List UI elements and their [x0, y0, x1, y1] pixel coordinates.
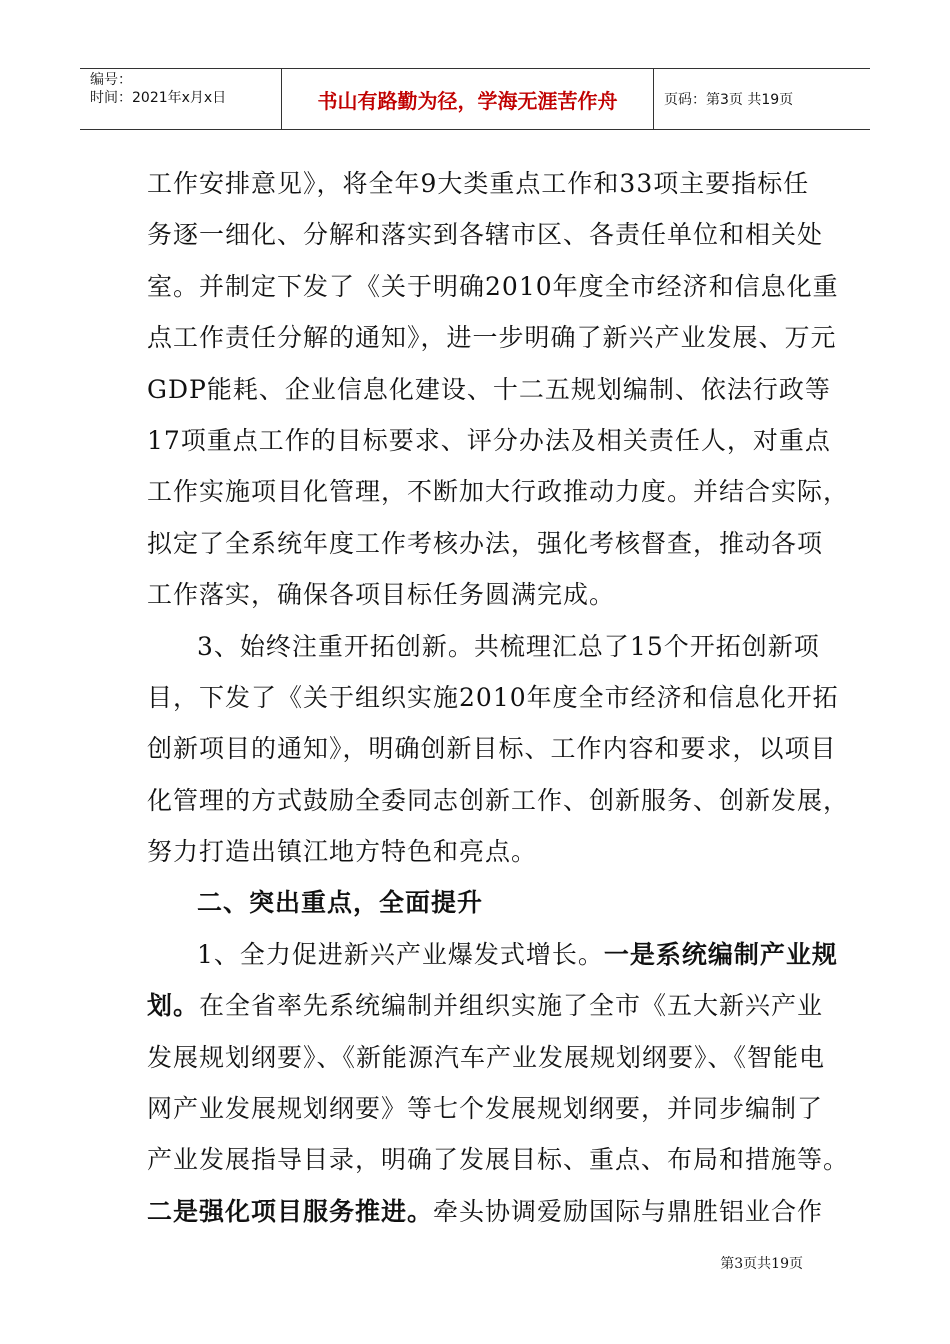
header-meta	[80, 69, 282, 129]
header-page-info: 页码：第3页 共19页	[664, 92, 794, 108]
document-date-label: 时间：2021年x月x日	[90, 90, 227, 106]
body-line: 室。并制定下发了《关于明确2010年度全市经济和信息化重	[147, 271, 839, 301]
body-line	[147, 1186, 824, 1237]
body-text-run: 牵头协调爱励国际与鼎胜铝业合作	[433, 1196, 824, 1226]
body-bold-run: 二是强化项目服务推进。	[147, 1196, 434, 1226]
body-line: 工作安排意见》，将全年9大类重点工作和33项主要指标任	[147, 169, 810, 198]
body-bold-run: 划。	[147, 991, 200, 1021]
body-line: GDP能耗、企业信息化建设、十二五规划编制、依法行政等	[147, 374, 831, 404]
page-header	[80, 68, 870, 130]
body-line	[147, 929, 838, 980]
body-line: 工作实施项目化管理，不断加大行政推动力度。并结合实际，	[147, 477, 850, 507]
body-line: 发展规划纲要》、《新能源汽车产业发展规划纲要》、《智能电	[147, 1042, 826, 1072]
body-line: 化管理的方式鼓励全委同志创新工作、创新服务、创新发展，	[147, 785, 850, 815]
body-line: 3、始终注重开拓创新。共梳理汇总了15个开拓创新项	[197, 631, 820, 661]
body-line: 务逐一细化、分解和落实到各辖市区、各责任单位和相关处	[147, 220, 824, 250]
body-line: 网产业发展规划纲要》等七个发展规划纲要，并同步编制了	[147, 1094, 824, 1124]
body-text-run: 1、全力促进新兴产业爆发式增长。	[197, 939, 604, 969]
body-bold-run: 一是系统编制产业规	[603, 939, 838, 969]
body-line: 产业发展指导目录，明确了发展目标、重点、布局和措施等。	[147, 1145, 850, 1175]
header-motto: 书山有路勤为径，学海无涯苦作舟	[282, 69, 654, 129]
section-heading: 二、突出重点，全面提升	[197, 888, 484, 918]
body-line: 工作落实，确保各项目标任务圆满完成。	[147, 580, 616, 610]
body-text-run: 在全省率先系统编制并组织实施了全市《五大新兴产业	[199, 991, 824, 1021]
body-line: 创新项目的通知》，明确创新目标、工作内容和要求，以项目	[147, 734, 837, 764]
body-line: 努力打造出镇江地方特色和亮点。	[147, 837, 538, 867]
document-body	[147, 158, 850, 1237]
body-line: 点工作责任分解的通知》，进一步明确了新兴产业发展、万元	[147, 323, 837, 353]
body-line: 17项重点工作的目标要求、评分办法及相关责任人，对重点	[147, 425, 831, 455]
body-line: 目，下发了《关于组织实施2010年度全市经济和信息化开拓	[147, 682, 839, 712]
body-line: 拟定了全系统年度工作考核办法，强化考核督查，推动各项	[147, 528, 824, 558]
document-number-label: 编号：	[90, 72, 132, 88]
body-line	[147, 980, 824, 1031]
page-footer: 第3页共19页	[720, 1256, 803, 1272]
